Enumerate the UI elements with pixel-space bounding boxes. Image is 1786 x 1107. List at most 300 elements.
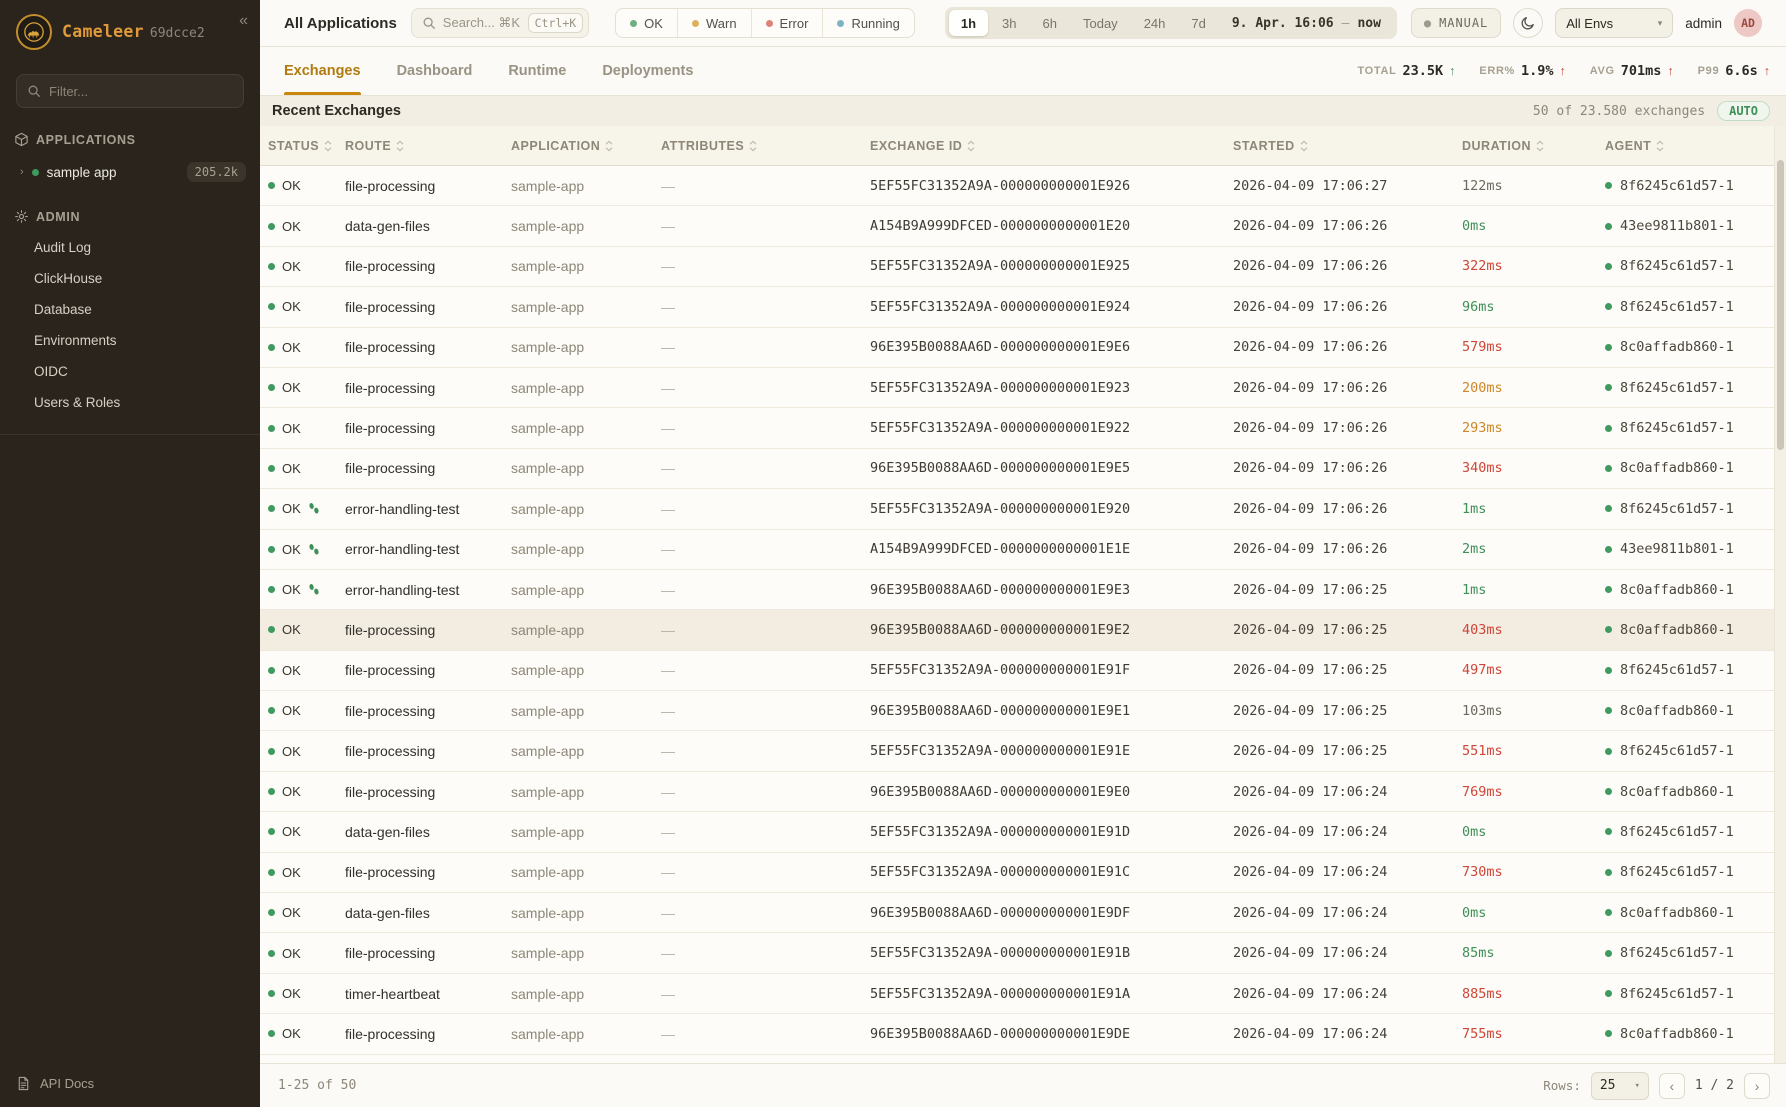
status-label: OK	[282, 380, 301, 396]
table-row[interactable]	[260, 610, 1786, 650]
application-cell: sample-app	[511, 864, 585, 881]
agent-id: 8c0affadb860-1	[1620, 581, 1734, 598]
column-label: APPLICATION	[511, 138, 601, 153]
route-cell: file-processing	[345, 662, 436, 679]
duration-cell: 85ms	[1462, 945, 1495, 962]
started-cell: 2026-04-09 17:06:24	[1233, 783, 1388, 800]
application-cell: sample-app	[511, 823, 585, 840]
filter-dot-icon	[766, 20, 773, 27]
attributes-cell: —	[661, 702, 675, 719]
table-row[interactable]	[260, 893, 1786, 933]
stat-value: 6.6s	[1725, 63, 1758, 79]
status-label: OK	[282, 299, 301, 315]
manual-label: MANUAL	[1439, 16, 1489, 30]
application-cell: sample-app	[511, 1025, 585, 1042]
agent-dot	[1605, 748, 1612, 755]
status-label: OK	[282, 339, 301, 355]
started-cell: 2026-04-09 17:06:24	[1233, 823, 1388, 840]
table-row[interactable]	[260, 731, 1786, 771]
route-cell: file-processing	[345, 420, 436, 437]
sidebar-item-database[interactable]: Database	[34, 302, 92, 317]
started-cell: 2026-04-09 17:06:26	[1233, 298, 1388, 315]
cameleer-logo-icon	[16, 14, 52, 50]
sort-icon	[1656, 140, 1664, 152]
tab-dashboard[interactable]: Dashboard	[396, 63, 473, 79]
agent-cell	[1605, 178, 1786, 194]
attributes-cell: —	[661, 258, 675, 275]
started-cell: 2026-04-09 17:06:27	[1233, 177, 1388, 194]
agent-dot	[1605, 909, 1612, 916]
agent-dot	[1605, 465, 1612, 472]
sidebar-divider	[0, 434, 260, 435]
agent-id: 8f6245c61d57-1	[1620, 298, 1734, 315]
cube-icon	[14, 132, 29, 147]
environment-select[interactable]	[1555, 8, 1673, 38]
sidebar-item-clickhouse[interactable]: ClickHouse	[34, 271, 103, 286]
route-cell: file-processing	[345, 379, 436, 396]
started-cell: 2026-04-09 17:06:25	[1233, 662, 1388, 679]
duration-cell: 0ms	[1462, 904, 1487, 921]
status-cell	[268, 703, 345, 718]
agent-cell	[1605, 218, 1786, 234]
exchange-id-cell: A154B9A999DFCED-0000000000001E20	[870, 218, 1131, 235]
attributes-cell: —	[661, 743, 675, 760]
attributes-cell: —	[661, 985, 675, 1002]
filter-dot-icon	[837, 20, 844, 27]
exchange-id-cell: 96E395B0088AA6D-000000000001E9E3	[870, 581, 1131, 598]
sidebar-item-sample-app[interactable]	[0, 155, 260, 189]
status-dot	[268, 223, 275, 230]
agent-cell	[1605, 420, 1786, 436]
table-row[interactable]	[260, 368, 1786, 408]
tabs-row	[260, 47, 1786, 96]
time-range-3h[interactable]: 3h	[1002, 15, 1017, 31]
duration-cell: 96ms	[1462, 298, 1495, 315]
status-label: OK	[282, 1026, 301, 1042]
route-cell: file-processing	[345, 460, 436, 477]
stats-summary	[1358, 47, 1771, 95]
exchange-id-cell: 5EF55FC31352A9A-000000000001E91F	[870, 662, 1131, 679]
column-header-duration[interactable]	[1462, 139, 1605, 153]
status-dot	[268, 950, 275, 957]
started-cell: 2026-04-09 17:06:26	[1233, 500, 1388, 517]
exchange-count-summary: 50 of 23.580 exchanges	[1532, 103, 1706, 119]
status-label: OK	[282, 420, 301, 436]
table-body	[260, 166, 1786, 1063]
status-cell	[268, 824, 345, 839]
agent-cell	[1605, 945, 1786, 961]
status-label: OK	[282, 986, 301, 1001]
tab-deployments[interactable]: Deployments	[602, 63, 694, 79]
status-cell	[268, 299, 345, 314]
agent-dot	[1605, 344, 1612, 351]
agent-id: 8f6245c61d57-1	[1620, 945, 1734, 962]
time-range-display[interactable]	[1220, 16, 1393, 31]
started-cell: 2026-04-09 17:06:26	[1233, 460, 1388, 477]
exchange-id-cell: 96E395B0088AA6D-000000000001E9E6	[870, 339, 1131, 356]
exchange-id-cell: 96E395B0088AA6D-000000000001E9E0	[870, 783, 1131, 800]
title-band-right	[1533, 101, 1770, 121]
started-cell: 2026-04-09 17:06:26	[1233, 379, 1388, 396]
status-dot	[32, 169, 39, 176]
application-cell: sample-app	[511, 500, 585, 517]
trend-up-icon: ↑	[1763, 64, 1770, 78]
application-cell: sample-app	[511, 298, 585, 315]
stat-label: P99	[1697, 65, 1720, 77]
stat-p99	[1698, 63, 1770, 79]
status-label: OK	[282, 784, 301, 800]
agent-id: 8c0affadb860-1	[1620, 702, 1734, 719]
sidebar-header	[0, 0, 260, 60]
route-cell: file-processing	[345, 702, 436, 719]
column-label: ROUTE	[345, 138, 392, 153]
status-dot	[268, 626, 275, 633]
duration-cell: 0ms	[1462, 218, 1487, 235]
application-cell: sample-app	[511, 420, 585, 437]
application-cell: sample-app	[511, 904, 585, 921]
admin-nav	[0, 232, 260, 418]
stat-err	[1479, 63, 1565, 79]
agent-cell	[1605, 986, 1786, 1002]
sidebar-item-api-docs[interactable]	[0, 1060, 260, 1107]
agent-cell	[1605, 380, 1786, 396]
table-row[interactable]	[260, 812, 1786, 852]
status-label: OK	[282, 703, 301, 719]
time-range-control	[945, 7, 1397, 39]
exchange-id-cell: 96E395B0088AA6D-000000000001E9E5	[870, 460, 1131, 477]
next-page-button[interactable]: ›	[1744, 1073, 1770, 1099]
column-label: STATUS	[268, 138, 320, 153]
multicast-fork-icon	[308, 502, 320, 515]
sidebar-filter-input[interactable]	[16, 74, 244, 108]
application-cell: sample-app	[511, 945, 585, 962]
pagination-controls	[1543, 1072, 1770, 1100]
status-label: OK	[282, 178, 301, 194]
topbar-right	[1411, 8, 1762, 38]
column-header-route[interactable]	[345, 139, 511, 153]
agent-id: 8c0affadb860-1	[1620, 621, 1734, 638]
search-input[interactable]	[411, 8, 589, 38]
agent-cell	[1605, 784, 1786, 800]
table-row[interactable]	[260, 408, 1786, 448]
table-row[interactable]	[260, 570, 1786, 610]
filter-dot-icon	[692, 20, 699, 27]
sort-icon	[967, 140, 975, 152]
attributes-cell: —	[661, 823, 675, 840]
exchange-id-cell: 5EF55FC31352A9A-000000000001E920	[870, 500, 1131, 517]
route-cell: file-processing	[345, 339, 436, 356]
attributes-cell: —	[661, 621, 675, 638]
column-header-status[interactable]	[268, 139, 345, 153]
duration-cell: 293ms	[1462, 420, 1503, 437]
table-row[interactable]	[260, 853, 1786, 893]
agent-dot	[1605, 586, 1612, 593]
time-separator: –	[1341, 15, 1350, 31]
exchange-id-cell: 5EF55FC31352A9A-000000000001E924	[870, 298, 1131, 315]
table-row[interactable]	[260, 691, 1786, 731]
status-cell	[268, 582, 345, 597]
status-dot	[268, 425, 275, 432]
exchange-id-cell: A154B9A999DFCED-0000000000001E1E	[870, 541, 1131, 558]
status-dot	[268, 182, 275, 189]
route-cell: file-processing	[345, 743, 436, 760]
attributes-cell: —	[661, 500, 675, 517]
time-range-today[interactable]: Today	[1082, 15, 1118, 31]
auto-refresh-badge[interactable]: AUTO	[1717, 101, 1770, 121]
started-cell: 2026-04-09 17:06:26	[1233, 258, 1388, 275]
started-cell: 2026-04-09 17:06:26	[1233, 541, 1388, 558]
agent-id: 8f6245c61d57-1	[1620, 743, 1734, 760]
moon-icon	[1520, 15, 1536, 31]
agent-dot	[1605, 384, 1612, 391]
duration-cell: 497ms	[1462, 662, 1503, 679]
sidebar-item-users-roles[interactable]: Users & Roles	[34, 395, 121, 410]
sidebar-section-admin	[0, 209, 260, 224]
agent-dot	[1605, 667, 1612, 674]
attributes-cell: —	[661, 581, 675, 598]
agent-dot	[1605, 869, 1612, 876]
status-dot	[268, 707, 275, 714]
multicast-fork-icon	[308, 543, 320, 556]
status-label: OK	[282, 662, 301, 678]
status-cell	[268, 259, 345, 274]
scrollbar-track[interactable]	[1774, 126, 1786, 1063]
agent-dot	[1605, 788, 1612, 795]
brand-name: Cameleer	[62, 22, 144, 41]
application-cell: sample-app	[511, 541, 585, 558]
avatar[interactable]: AD	[1734, 9, 1762, 37]
table-row[interactable]	[260, 247, 1786, 287]
status-filter-error[interactable]	[751, 9, 823, 37]
status-label: OK	[282, 218, 301, 234]
table-row[interactable]	[260, 974, 1786, 1014]
route-cell: error-handling-test	[345, 581, 460, 598]
status-cell	[268, 542, 345, 557]
duration-cell: 403ms	[1462, 621, 1503, 638]
filter-label: Running	[851, 15, 900, 31]
route-cell: data-gen-files	[345, 218, 430, 235]
table-row[interactable]	[260, 530, 1786, 570]
route-cell: timer-heartbeat	[345, 985, 440, 1002]
search-placeholder: Search... ⌘K	[442, 15, 521, 30]
status-label: OK	[282, 501, 301, 517]
time-range-1h[interactable]: 1h	[949, 10, 988, 36]
started-cell: 2026-04-09 17:06:24	[1233, 985, 1388, 1002]
started-cell: 2026-04-09 17:06:24	[1233, 1025, 1388, 1042]
time-range-6h[interactable]: 6h	[1042, 15, 1057, 31]
agent-cell	[1605, 662, 1786, 678]
stat-value: 23.5K	[1402, 63, 1444, 79]
duration-cell: 103ms	[1462, 702, 1503, 719]
app-count-badge: 205.2k	[187, 162, 246, 182]
stat-label: AVG	[1589, 65, 1615, 77]
tab-runtime[interactable]: Runtime	[508, 63, 567, 79]
status-cell	[268, 663, 345, 678]
status-label: OK	[282, 905, 301, 921]
agent-id: 8c0affadb860-1	[1620, 1025, 1734, 1042]
dark-mode-toggle[interactable]	[1513, 8, 1543, 38]
application-scope-button[interactable]: All Applications	[284, 14, 397, 32]
column-header-application[interactable]	[511, 139, 661, 153]
manual-mode-button[interactable]	[1411, 8, 1501, 38]
time-from: 9. Apr. 16:06	[1231, 15, 1334, 31]
status-label: OK	[282, 541, 301, 557]
attributes-cell: —	[661, 945, 675, 962]
duration-cell: 340ms	[1462, 460, 1503, 477]
stat-avg	[1590, 63, 1674, 79]
column-label: AGENT	[1605, 138, 1652, 153]
exchange-id-cell: 5EF55FC31352A9A-000000000001E923	[870, 379, 1131, 396]
agent-cell	[1605, 905, 1786, 921]
column-header-attributes[interactable]	[661, 139, 870, 153]
status-dot	[268, 990, 275, 997]
agent-dot	[1605, 425, 1612, 432]
agent-cell	[1605, 1026, 1786, 1042]
agent-id: 8f6245c61d57-1	[1620, 379, 1734, 396]
table-title-band	[260, 96, 1786, 126]
duration-cell: 730ms	[1462, 864, 1503, 881]
sidebar-item-audit-log[interactable]: Audit Log	[34, 240, 92, 255]
agent-dot	[1605, 303, 1612, 310]
duration-cell: 769ms	[1462, 783, 1503, 800]
table-row[interactable]	[260, 449, 1786, 489]
table-row[interactable]	[260, 651, 1786, 691]
duration-cell: 1ms	[1462, 581, 1487, 598]
status-dot	[268, 909, 275, 916]
application-cell: sample-app	[511, 460, 585, 477]
status-filter-running[interactable]	[822, 9, 913, 37]
attributes-cell: —	[661, 177, 675, 194]
table-row[interactable]	[260, 933, 1786, 973]
agent-id: 8f6245c61d57-1	[1620, 864, 1734, 881]
multicast-fork-icon	[308, 583, 320, 596]
section-label: ADMIN	[36, 209, 81, 224]
filter-label: Warn	[705, 15, 737, 31]
rows-per-page-select[interactable]	[1591, 1072, 1649, 1100]
table-row[interactable]	[260, 489, 1786, 529]
application-cell: sample-app	[511, 339, 585, 356]
time-to: now	[1357, 15, 1381, 31]
route-cell: data-gen-files	[345, 823, 430, 840]
application-cell: sample-app	[511, 783, 585, 800]
tabs	[284, 47, 693, 95]
sidebar-collapse-icon[interactable]: «	[239, 12, 248, 29]
exchange-id-cell: 5EF55FC31352A9A-000000000001E91E	[870, 743, 1131, 760]
rows-per-page-label: Rows:	[1543, 1078, 1581, 1093]
scrollbar-thumb[interactable]	[1777, 160, 1784, 450]
agent-cell	[1605, 622, 1786, 638]
table-row[interactable]	[260, 287, 1786, 327]
application-cell: sample-app	[511, 581, 585, 598]
status-cell	[268, 380, 345, 395]
rows-per-page-value: 25	[1599, 1078, 1616, 1093]
status-label: OK	[282, 743, 301, 759]
sidebar-item-environments[interactable]: Environments	[34, 333, 117, 348]
sidebar	[0, 0, 260, 1107]
agent-dot	[1605, 263, 1612, 270]
column-header-exchange-id[interactable]	[870, 139, 1233, 153]
column-label: STARTED	[1233, 138, 1295, 153]
route-cell: file-processing	[345, 258, 436, 275]
route-cell: data-gen-files	[345, 904, 430, 921]
route-cell: file-processing	[345, 783, 436, 800]
time-range-7d[interactable]: 7d	[1191, 15, 1206, 31]
sort-icon	[1300, 140, 1308, 152]
agent-cell	[1605, 541, 1786, 557]
status-filter-warn[interactable]	[677, 9, 751, 37]
status-cell	[268, 421, 345, 436]
duration-cell: 322ms	[1462, 258, 1503, 275]
exchange-id-cell: 5EF55FC31352A9A-000000000001E91C	[870, 864, 1131, 881]
status-dot	[268, 384, 275, 391]
attributes-cell: —	[661, 339, 675, 356]
prev-page-button[interactable]: ‹	[1659, 1073, 1685, 1099]
column-header-agent[interactable]	[1605, 139, 1786, 153]
attributes-cell: —	[661, 864, 675, 881]
agent-dot	[1605, 182, 1612, 189]
chevron-down-icon: ▾	[1634, 1080, 1640, 1091]
application-cell: sample-app	[511, 662, 585, 679]
status-cell	[268, 219, 345, 234]
attributes-cell: —	[661, 379, 675, 396]
time-range-24h[interactable]: 24h	[1143, 15, 1166, 31]
started-cell: 2026-04-09 17:06:24	[1233, 945, 1388, 962]
route-cell: file-processing	[345, 298, 436, 315]
agent-id: 8f6245c61d57-1	[1620, 177, 1734, 194]
exchange-id-cell: 5EF55FC31352A9A-000000000001E926	[870, 177, 1131, 194]
application-cell: sample-app	[511, 985, 585, 1002]
status-cell	[268, 1026, 345, 1041]
document-icon	[16, 1076, 31, 1091]
status-label: OK	[282, 460, 301, 476]
duration-cell: 551ms	[1462, 743, 1503, 760]
duration-cell: 755ms	[1462, 1025, 1503, 1042]
status-dot	[268, 505, 275, 512]
duration-cell: 200ms	[1462, 379, 1503, 396]
table-row[interactable]	[260, 206, 1786, 246]
status-dot	[268, 748, 275, 755]
started-cell: 2026-04-09 17:06:25	[1233, 621, 1388, 638]
agent-cell	[1605, 460, 1786, 476]
status-label: OK	[282, 582, 301, 598]
duration-cell: 1ms	[1462, 500, 1487, 517]
column-header-started[interactable]	[1233, 139, 1462, 153]
chevron-down-icon: ▾	[1657, 17, 1663, 28]
attributes-cell: —	[661, 298, 675, 315]
sort-icon	[749, 140, 757, 152]
table-row[interactable]	[260, 1014, 1786, 1054]
table-row[interactable]	[260, 328, 1786, 368]
duration-cell: 579ms	[1462, 339, 1503, 356]
started-cell: 2026-04-09 17:06:26	[1233, 218, 1388, 235]
exchange-id-cell: 5EF55FC31352A9A-000000000001E91B	[870, 945, 1131, 962]
expand-chevron-icon[interactable]: ›	[20, 166, 24, 178]
page-indicator: 1 / 2	[1694, 1078, 1734, 1093]
user-name: admin	[1685, 15, 1722, 31]
application-cell: sample-app	[511, 177, 585, 194]
table-row[interactable]	[260, 772, 1786, 812]
tab-exchanges[interactable]: Exchanges	[284, 47, 361, 95]
table-row[interactable]	[260, 166, 1786, 206]
sidebar-item-oidc[interactable]: OIDC	[34, 364, 68, 379]
status-label: OK	[282, 864, 301, 880]
status-dot	[268, 303, 275, 310]
section-label: APPLICATIONS	[36, 132, 136, 147]
status-filter-ok[interactable]	[616, 9, 677, 37]
search-shortcut-badge: Ctrl+K	[528, 13, 584, 33]
agent-cell	[1605, 703, 1786, 719]
agent-cell	[1605, 824, 1786, 840]
